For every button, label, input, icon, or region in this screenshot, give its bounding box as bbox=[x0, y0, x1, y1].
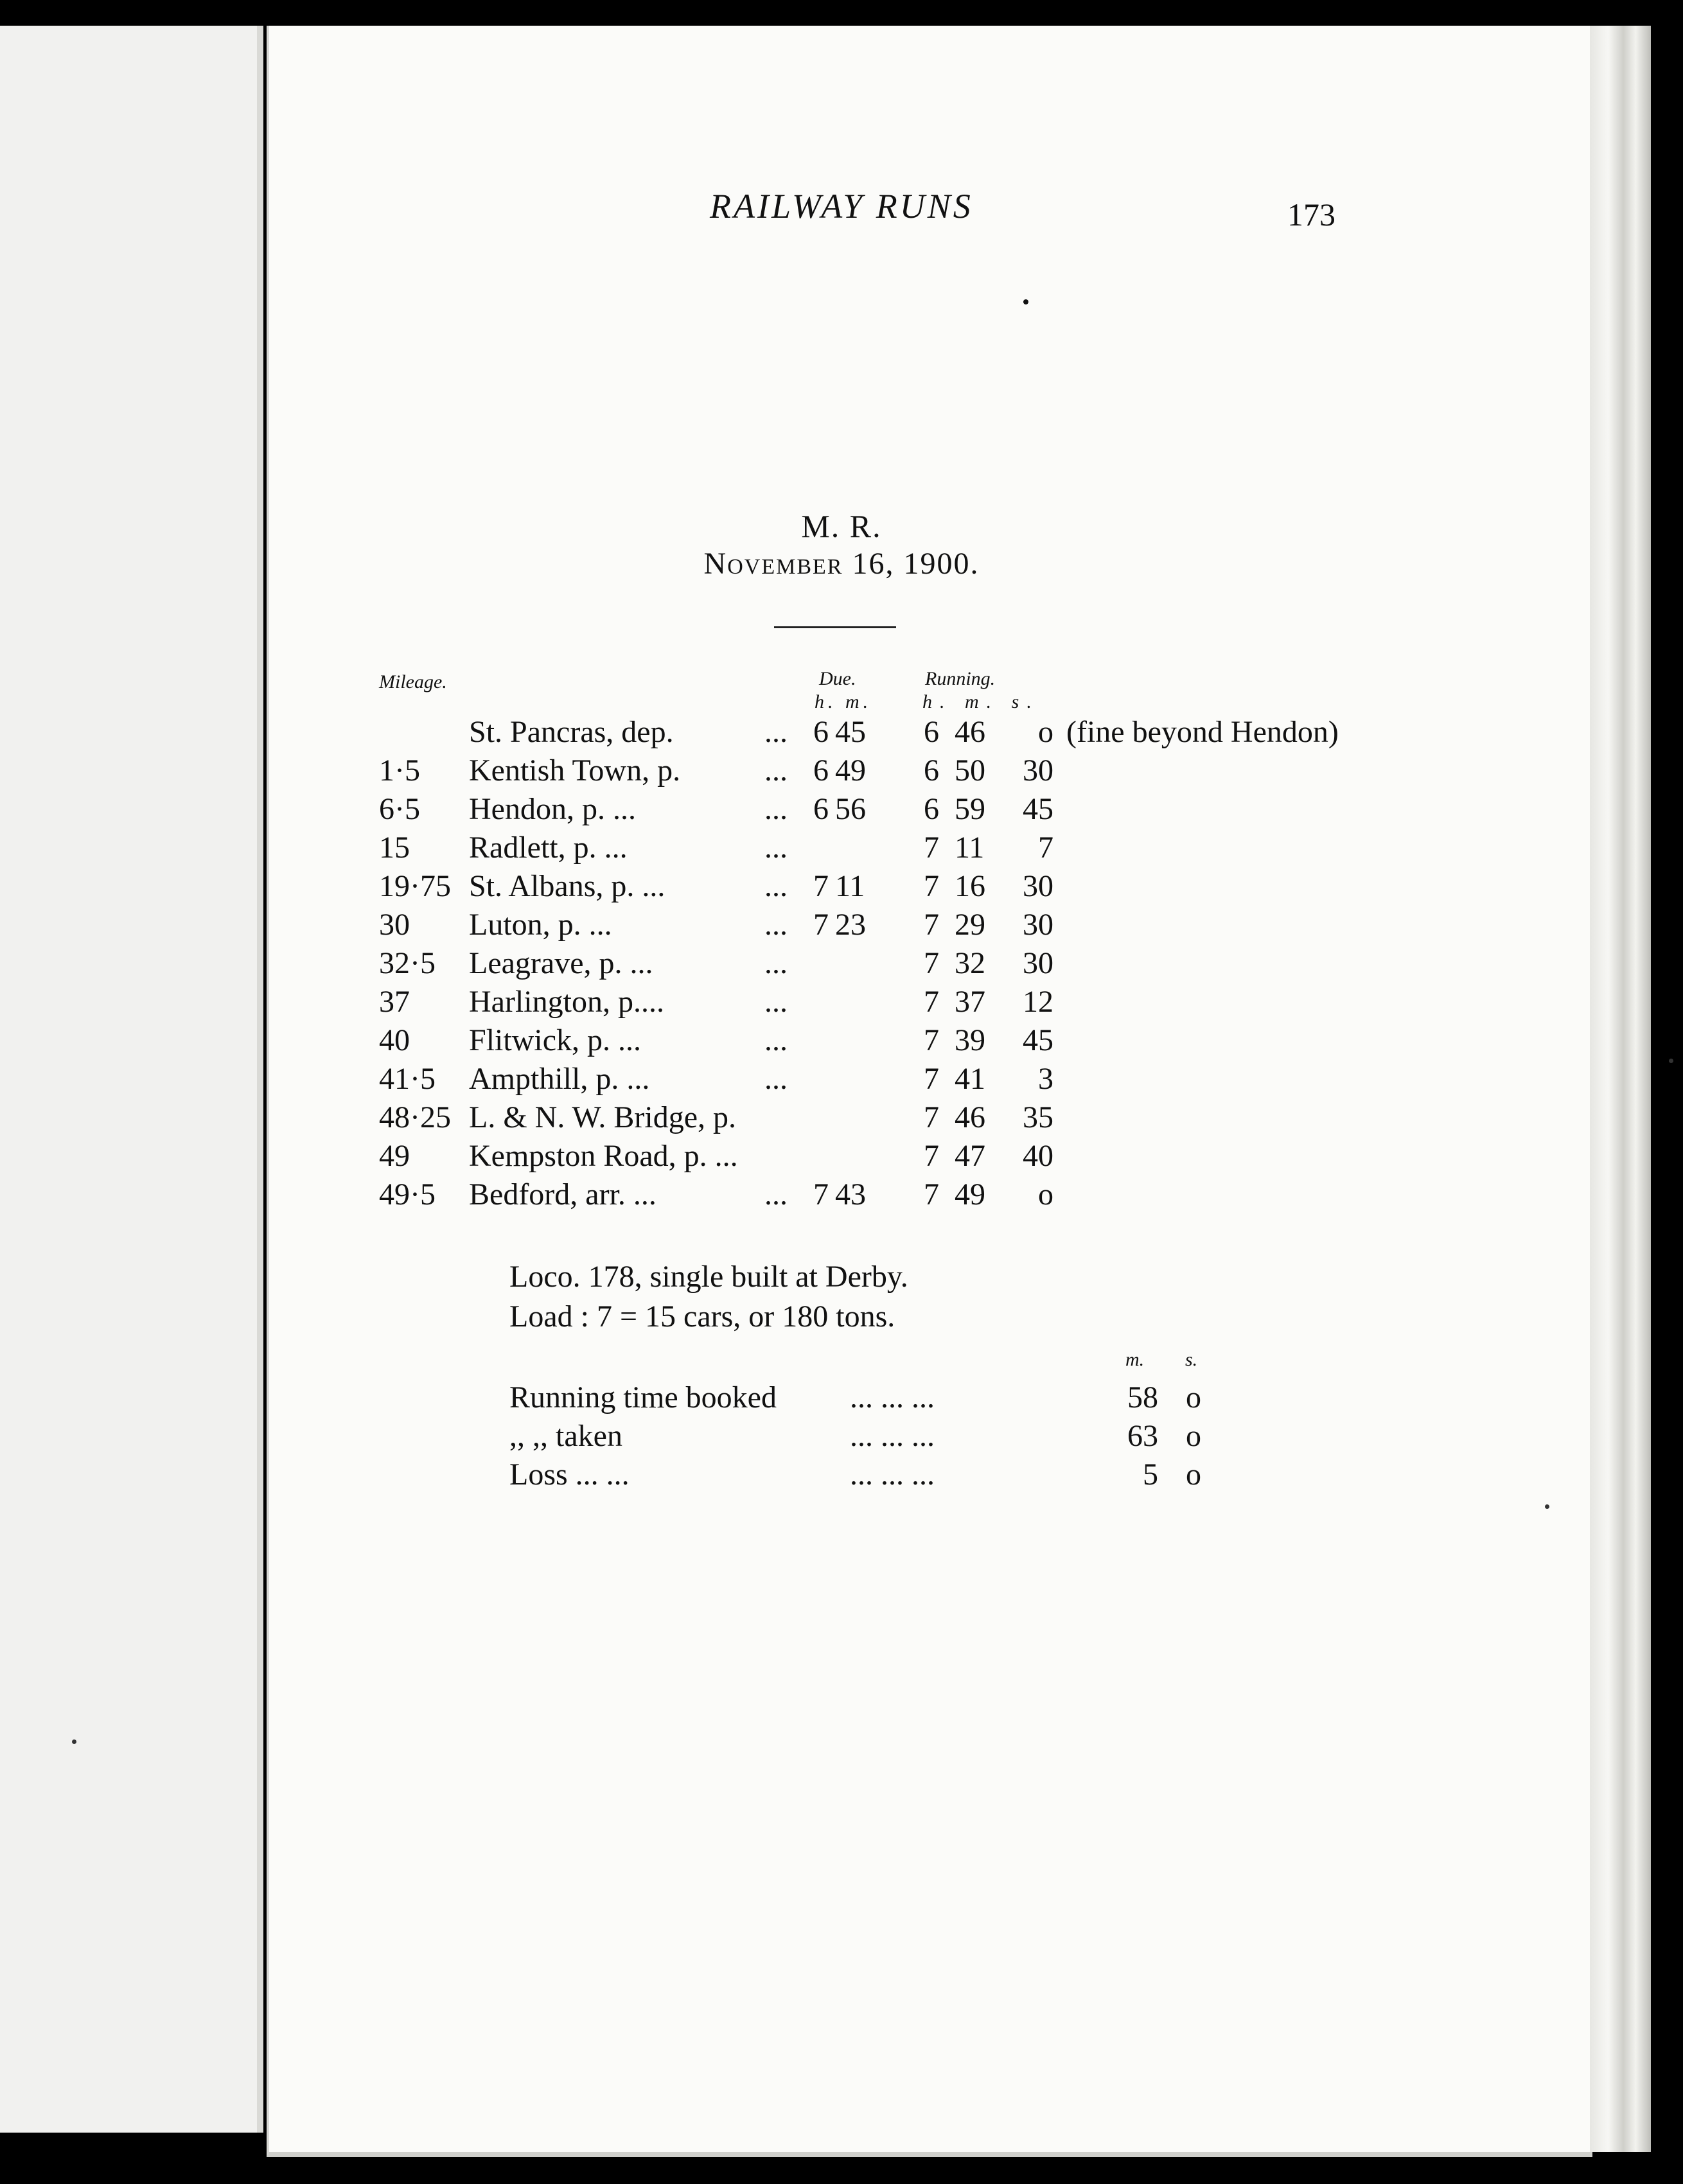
summary-seconds: o bbox=[1186, 1419, 1201, 1453]
table-row bbox=[379, 868, 1407, 907]
running-minute-cell: 41 bbox=[955, 1062, 985, 1096]
due-hour-cell: 7 bbox=[813, 908, 829, 942]
summary-row bbox=[509, 1418, 1216, 1457]
summary-seconds: o bbox=[1186, 1457, 1201, 1492]
running-second-cell: 30 bbox=[1023, 946, 1053, 980]
page-fore-edge bbox=[1590, 26, 1651, 2152]
running-minute-cell: 46 bbox=[955, 715, 985, 749]
summary-row bbox=[509, 1380, 1216, 1418]
running-hour-cell: 7 bbox=[924, 1177, 939, 1211]
mileage-cell: 15 bbox=[379, 831, 410, 865]
running-minute-cell: 16 bbox=[955, 869, 985, 903]
summary-label: ,, ,, taken bbox=[509, 1419, 622, 1453]
print-speck bbox=[1545, 1504, 1549, 1509]
table-row bbox=[379, 830, 1407, 868]
mileage-column-header: Mileage. bbox=[379, 671, 447, 692]
running-minute-cell: 59 bbox=[955, 792, 985, 826]
due-minute-cell: 11 bbox=[835, 869, 865, 903]
running-second-cell: 3 bbox=[1038, 1062, 1053, 1096]
mileage-cell: 6·5 bbox=[379, 792, 420, 826]
page-number: 173 bbox=[1287, 197, 1335, 233]
mileage-cell: 32·5 bbox=[379, 946, 436, 980]
leader-dots: ... bbox=[764, 1062, 788, 1096]
leader-dots: ... bbox=[764, 869, 788, 903]
running-second-cell: 30 bbox=[1023, 869, 1053, 903]
running-hour-cell: 7 bbox=[924, 869, 939, 903]
summary-minutes-header: m. bbox=[1125, 1349, 1145, 1370]
load-details: Load : 7 = 15 cars, or 180 tons. bbox=[509, 1299, 895, 1334]
mileage-cell: 49 bbox=[379, 1139, 410, 1173]
running-minute-cell: 29 bbox=[955, 908, 985, 942]
due-minute-cell: 23 bbox=[835, 908, 866, 942]
station-cell: Harlington, p.... bbox=[469, 985, 664, 1019]
table-row bbox=[379, 1061, 1407, 1100]
title-rule bbox=[774, 626, 896, 628]
print-speck bbox=[1669, 1059, 1673, 1063]
due-hour-cell: 7 bbox=[813, 1177, 829, 1211]
leader-dots: ... bbox=[764, 831, 788, 865]
due-units-header: h. m. bbox=[815, 691, 872, 712]
running-hour-cell: 7 bbox=[924, 985, 939, 1019]
running-hour-cell: 7 bbox=[924, 1100, 939, 1134]
summary-minutes: 63 bbox=[1127, 1419, 1158, 1453]
due-minute-cell: 45 bbox=[835, 715, 866, 749]
due-hour-cell: 6 bbox=[813, 753, 829, 788]
running-second-cell: 12 bbox=[1023, 985, 1053, 1019]
station-cell: Hendon, p. ... bbox=[469, 792, 636, 826]
note-cell: (fine beyond Hendon) bbox=[1066, 715, 1339, 749]
leader-dots: ... ... ... bbox=[850, 1457, 935, 1492]
running-second-cell: o bbox=[1038, 1177, 1053, 1211]
summary-seconds: o bbox=[1186, 1380, 1201, 1414]
station-cell: Luton, p. ... bbox=[469, 908, 612, 942]
left-page-edge bbox=[0, 26, 263, 2133]
print-speck bbox=[72, 1739, 76, 1744]
running-second-cell: 30 bbox=[1023, 753, 1053, 788]
station-cell: Leagrave, p. ... bbox=[469, 946, 653, 980]
running-second-cell: 45 bbox=[1023, 1023, 1053, 1057]
table-row bbox=[379, 714, 1407, 753]
running-hour-cell: 6 bbox=[924, 715, 939, 749]
leader-dots: ... ... ... bbox=[850, 1419, 935, 1453]
running-minute-cell: 37 bbox=[955, 985, 985, 1019]
running-hour-cell: 7 bbox=[924, 1139, 939, 1173]
leader-dots: ... bbox=[764, 753, 788, 788]
due-column-header: Due. bbox=[819, 668, 856, 689]
summary-label: Running time booked bbox=[509, 1380, 777, 1414]
mileage-cell: 48·25 bbox=[379, 1100, 451, 1134]
station-cell: Ampthill, p. ... bbox=[469, 1062, 650, 1096]
table-row bbox=[379, 1138, 1407, 1177]
leader-dots: ... bbox=[764, 792, 788, 826]
table-row bbox=[379, 984, 1407, 1023]
table-row bbox=[379, 1023, 1407, 1061]
running-header-title: RAILWAY RUNS bbox=[710, 187, 973, 225]
running-units-header: h. m. s. bbox=[922, 691, 1039, 712]
station-cell: Bedford, arr. ... bbox=[469, 1177, 656, 1211]
run-table bbox=[379, 714, 1407, 1215]
mileage-cell: 40 bbox=[379, 1023, 410, 1057]
running-hour-cell: 7 bbox=[924, 1062, 939, 1096]
summary-label: Loss ... ... bbox=[509, 1457, 630, 1492]
table-row bbox=[379, 753, 1407, 791]
table-row bbox=[379, 907, 1407, 946]
leader-dots: ... bbox=[764, 715, 788, 749]
running-hour-cell: 6 bbox=[924, 753, 939, 788]
running-column-header: Running. bbox=[925, 668, 996, 689]
run-date: November 16, 1900. bbox=[703, 547, 980, 581]
running-second-cell: o bbox=[1038, 715, 1053, 749]
station-cell: Flitwick, p. ... bbox=[469, 1023, 642, 1057]
running-second-cell: 40 bbox=[1023, 1139, 1053, 1173]
due-minute-cell: 49 bbox=[835, 753, 866, 788]
mileage-cell: 19·75 bbox=[379, 869, 451, 903]
station-cell: Kentish Town, p. bbox=[469, 753, 681, 788]
due-hour-cell: 7 bbox=[813, 869, 829, 903]
table-row bbox=[379, 791, 1407, 830]
station-cell: St. Albans, p. ... bbox=[469, 869, 665, 903]
running-minute-cell: 11 bbox=[955, 831, 985, 865]
leader-dots: ... bbox=[764, 1023, 788, 1057]
summary-row bbox=[509, 1457, 1216, 1495]
table-row bbox=[379, 1100, 1407, 1138]
station-cell: Radlett, p. ... bbox=[469, 831, 628, 865]
summary-seconds-header: s. bbox=[1185, 1349, 1198, 1370]
running-minute-cell: 46 bbox=[955, 1100, 985, 1134]
print-speck bbox=[1023, 299, 1028, 304]
running-second-cell: 45 bbox=[1023, 792, 1053, 826]
running-hour-cell: 6 bbox=[924, 792, 939, 826]
mileage-cell: 49·5 bbox=[379, 1177, 436, 1211]
running-minute-cell: 49 bbox=[955, 1177, 985, 1211]
running-second-cell: 30 bbox=[1023, 908, 1053, 942]
station-cell: St. Pancras, dep. bbox=[469, 715, 674, 749]
summary-minutes: 5 bbox=[1143, 1457, 1158, 1492]
mileage-cell: 1·5 bbox=[379, 753, 420, 788]
due-hour-cell: 6 bbox=[813, 792, 829, 826]
station-cell: Kempston Road, p. ... bbox=[469, 1139, 738, 1173]
running-minute-cell: 32 bbox=[955, 946, 985, 980]
leader-dots: ... bbox=[764, 946, 788, 980]
table-row bbox=[379, 946, 1407, 984]
railway-company: M. R. bbox=[801, 508, 882, 544]
due-minute-cell: 43 bbox=[835, 1177, 866, 1211]
running-hour-cell: 7 bbox=[924, 946, 939, 980]
running-minute-cell: 39 bbox=[955, 1023, 985, 1057]
running-hour-cell: 7 bbox=[924, 1023, 939, 1057]
running-second-cell: 35 bbox=[1023, 1100, 1053, 1134]
leader-dots: ... bbox=[764, 1177, 788, 1211]
mileage-cell: 30 bbox=[379, 908, 410, 942]
leader-dots: ... ... ... bbox=[850, 1380, 935, 1414]
due-minute-cell: 56 bbox=[835, 792, 866, 826]
leader-dots: ... bbox=[764, 985, 788, 1019]
due-hour-cell: 6 bbox=[813, 715, 829, 749]
station-cell: L. & N. W. Bridge, p. bbox=[469, 1100, 736, 1134]
table-row bbox=[379, 1177, 1407, 1215]
mileage-cell: 41·5 bbox=[379, 1062, 436, 1096]
summary-minutes: 58 bbox=[1127, 1380, 1158, 1414]
leader-dots: ... bbox=[764, 908, 788, 942]
running-hour-cell: 7 bbox=[924, 831, 939, 865]
running-second-cell: 7 bbox=[1038, 831, 1053, 865]
mileage-cell: 37 bbox=[379, 985, 410, 1019]
running-hour-cell: 7 bbox=[924, 908, 939, 942]
running-minute-cell: 50 bbox=[955, 753, 985, 788]
loco-details: Loco. 178, single built at Derby. bbox=[509, 1260, 908, 1294]
running-minute-cell: 47 bbox=[955, 1139, 985, 1173]
